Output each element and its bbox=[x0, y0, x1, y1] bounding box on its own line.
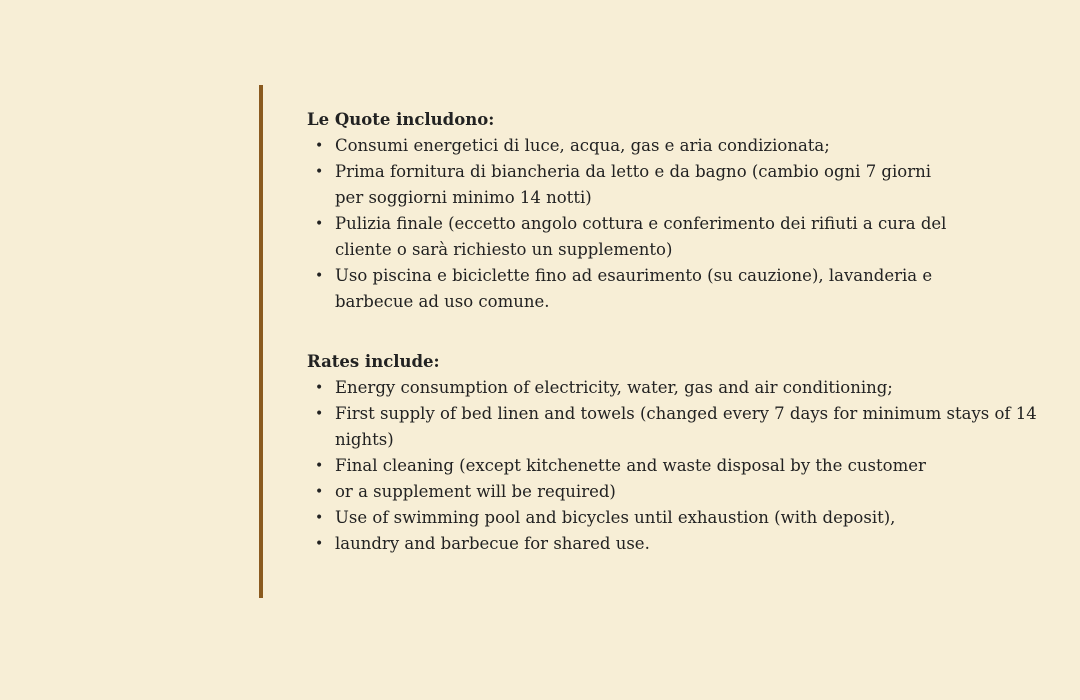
list-item: • Consumi energetici di luce, acqua, gas e aria condizionata; bbox=[307, 133, 955, 159]
list-item: • laundry and barbecue for shared use. bbox=[307, 531, 1067, 557]
list-item: • Energy consumption of electricity, water, gas and air conditioning; bbox=[307, 375, 1067, 401]
english-includes-list bbox=[307, 375, 1067, 557]
bullet-icon: • bbox=[315, 536, 324, 552]
bullet-icon: • bbox=[315, 138, 324, 154]
bullet-icon: • bbox=[315, 510, 324, 526]
list-item: • Use of swimming pool and bicycles until exhaustion (with deposit), bbox=[307, 505, 1067, 531]
list-item: • First supply of bed linen and towels (changed every 7 days for minimum stays of 14 nights) bbox=[307, 401, 1067, 453]
italian-includes-list bbox=[307, 133, 1067, 315]
list-item: • or a supplement will be required) bbox=[307, 479, 1067, 505]
rates-content bbox=[307, 107, 1067, 557]
list-item: • Final cleaning (except kitchenette and waste disposal by the customer bbox=[307, 453, 1067, 479]
section-spacer bbox=[307, 315, 1067, 349]
bullet-icon: • bbox=[315, 164, 324, 180]
bullet-icon: • bbox=[315, 406, 324, 422]
italian-section-title: Le Quote includono: bbox=[307, 110, 495, 129]
bullet-icon: • bbox=[315, 458, 324, 474]
bullet-icon: • bbox=[315, 484, 324, 500]
accent-vertical-line bbox=[259, 85, 263, 598]
list-item: • Pulizia finale (eccetto angolo cottura e conferimento dei rifiuti a cura del cliente o sarà richiesto un supplemento) bbox=[307, 211, 955, 263]
bullet-icon: • bbox=[315, 380, 324, 396]
bullet-icon: • bbox=[315, 216, 324, 232]
bullet-icon: • bbox=[315, 268, 324, 284]
english-section-title: Rates include: bbox=[307, 352, 440, 371]
list-item: • Uso piscina e biciclette fino ad esaurimento (su cauzione), lavanderia e barbecue ad uso comune. bbox=[307, 263, 955, 315]
list-item: • Prima fornitura di biancheria da letto e da bagno (cambio ogni 7 giorni per soggiorni minimo 14 notti) bbox=[307, 159, 955, 211]
